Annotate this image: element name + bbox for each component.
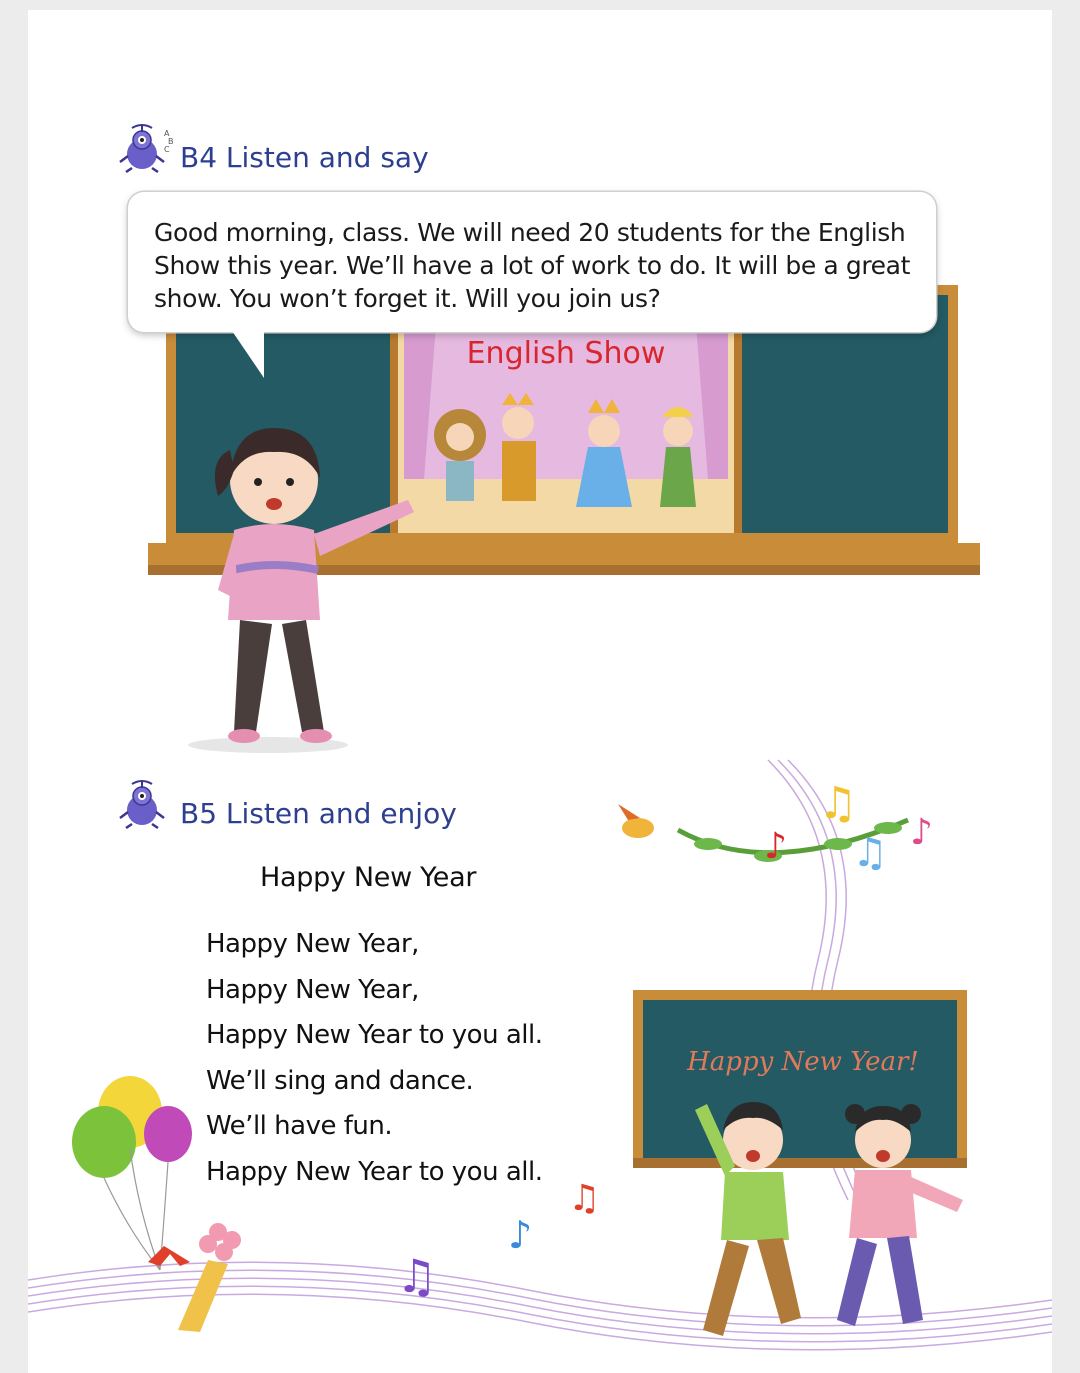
svg-text:B: B xyxy=(168,137,174,146)
b5-heading xyxy=(118,778,457,830)
poem-line: Happy New Year, xyxy=(206,974,419,1005)
poem-title: Happy New Year xyxy=(260,862,477,893)
speech-text: Good morning, class. We will need 20 students for the English Show this year. We’ll have a lot of work to do. It will be a great show. You won’t forget it. Will you join us? xyxy=(154,218,910,313)
b5-heading-text: B5 Listen and enjoy xyxy=(180,797,457,830)
svg-text:♫: ♫ xyxy=(568,1178,601,1219)
poem-line: Happy New Year to you all. xyxy=(206,1020,543,1050)
b4-heading-text: B4 Listen and say xyxy=(180,141,429,174)
svg-text:♪: ♪ xyxy=(764,826,787,867)
mascot-icon xyxy=(118,778,176,830)
speech-bubble-tail xyxy=(228,328,288,380)
poem-line: We’ll sing and dance. xyxy=(206,1065,474,1096)
balloon-icon xyxy=(72,1076,192,1270)
textbook-page xyxy=(28,10,1052,1373)
speech-bubble xyxy=(128,192,936,332)
floating-notes-decoration xyxy=(498,1170,638,1310)
new-year-board-illustration xyxy=(633,990,973,1360)
svg-text:C: C xyxy=(164,145,170,154)
poster-title: English Show xyxy=(466,336,666,371)
svg-text:♫: ♫ xyxy=(818,778,858,829)
svg-text:♪: ♪ xyxy=(508,1213,533,1257)
mascot-icon xyxy=(118,122,176,174)
girl-illustration xyxy=(178,410,418,755)
b4-heading xyxy=(118,122,429,174)
music-note-icon xyxy=(764,778,933,876)
poem-line: We’ll have fun. xyxy=(206,1111,393,1141)
bird-icon xyxy=(618,804,654,838)
music-note-icon: ♫ xyxy=(396,1249,438,1303)
balloons-decoration xyxy=(68,1070,268,1340)
svg-text:A: A xyxy=(164,129,170,138)
poem-line: Happy New Year, xyxy=(206,929,419,959)
board-text: Happy New Year! xyxy=(687,1047,919,1077)
purple-note-decoration xyxy=(388,1240,468,1310)
svg-text:♪: ♪ xyxy=(910,812,933,853)
music-note-icon xyxy=(508,1178,600,1257)
svg-text:♫: ♫ xyxy=(852,830,888,876)
poem-line: Happy New Year to you all. xyxy=(206,1156,543,1187)
